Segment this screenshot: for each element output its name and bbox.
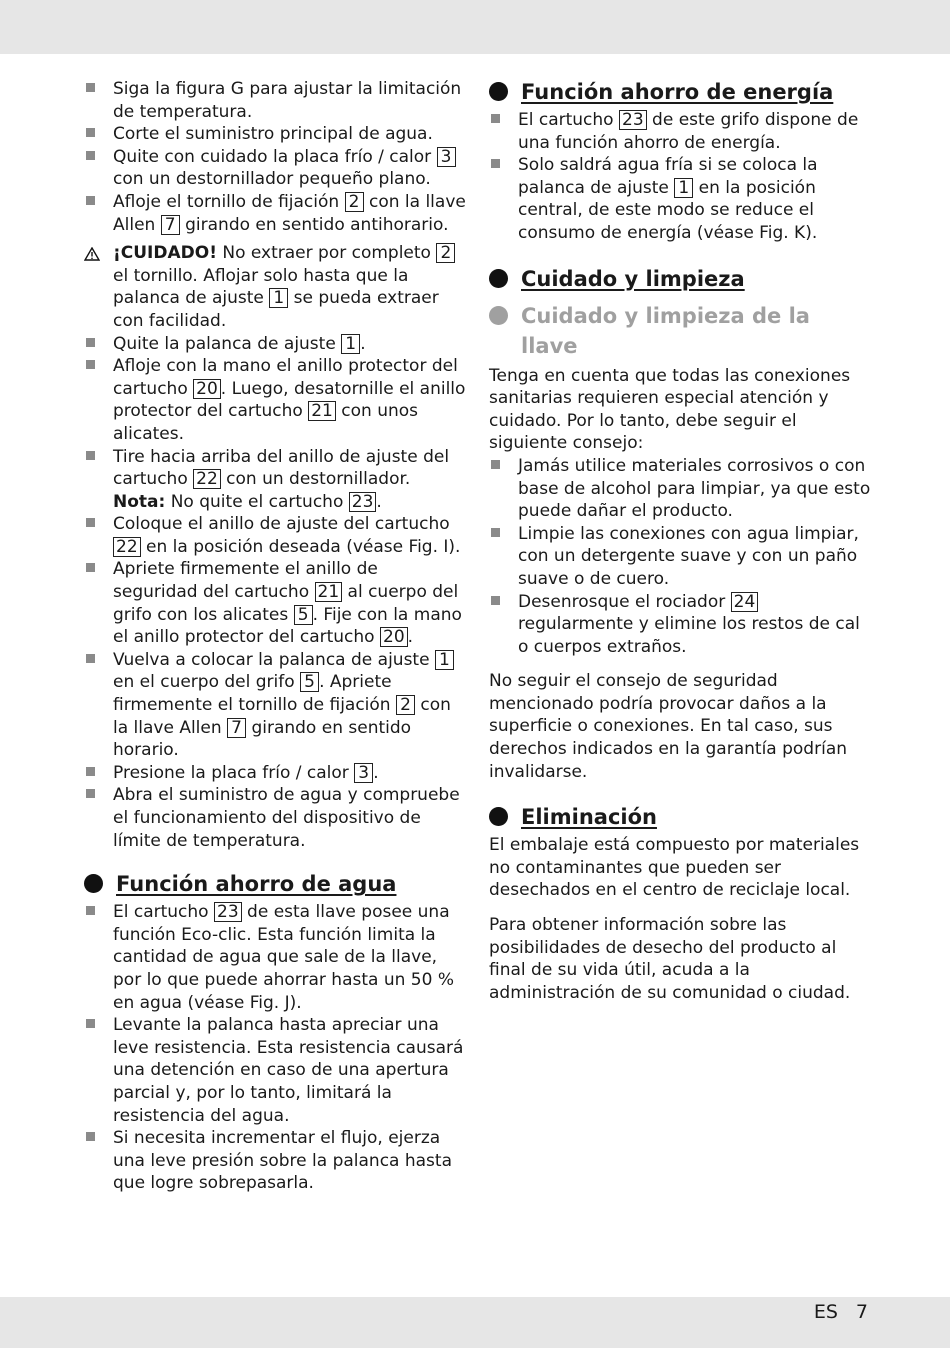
text-run: Quite la palanca de ajuste bbox=[113, 333, 342, 354]
warning-list bbox=[84, 242, 466, 332]
text-run: en la posición central, de este modo se reduce el consumo de energía (véase Fig. K). bbox=[518, 177, 818, 243]
square-bullet-icon bbox=[491, 159, 500, 168]
square-bullet-icon bbox=[491, 528, 500, 537]
list-item-text bbox=[113, 785, 460, 850]
part-reference-number: 24 bbox=[731, 592, 759, 612]
eliminacion-paragraph-1: El embalaje está compuesto por materiales no contaminantes que pueden ser desechados en el centro de reciclaje local. bbox=[489, 835, 860, 901]
text-run: . bbox=[376, 491, 382, 512]
text-run: de esta llave posee una función Eco-clic. Esta función limita la cantidad de agua que sale de la llave, por lo que puede ahorrar hasta un 50 % en agua (véase Fig. J). bbox=[113, 902, 454, 1013]
square-bullet-icon bbox=[86, 360, 95, 369]
part-reference-number: 1 bbox=[674, 178, 693, 198]
list-item bbox=[489, 109, 873, 154]
list-item bbox=[489, 591, 873, 659]
part-reference-number: 22 bbox=[113, 537, 141, 557]
part-reference-number: 3 bbox=[437, 147, 456, 167]
text-run: . Apriete firmemente el tornillo de fijación bbox=[113, 672, 396, 716]
list-item bbox=[84, 446, 466, 514]
list-item-text bbox=[113, 447, 449, 512]
text-run: Corte el suministro principal de agua. bbox=[113, 124, 433, 145]
part-reference-number: 23 bbox=[349, 492, 377, 512]
bullet-dot-icon bbox=[489, 82, 508, 101]
warning-item bbox=[84, 242, 466, 332]
part-reference-number: 1 bbox=[269, 288, 288, 308]
ahorro-energia-list bbox=[489, 109, 873, 245]
text-run: Limpie las conexiones con agua limpiar, con un detergente suave y con un paño suave o de cuero. bbox=[518, 523, 859, 589]
text-run: al cuerpo del grifo con los alicates bbox=[113, 582, 459, 625]
list-item-text bbox=[113, 192, 466, 235]
text-run: Si necesita incrementar el flujo, ejerza una leve presión sobre la palanca hasta que logre sobrepasarla. bbox=[113, 1128, 452, 1194]
list-item bbox=[489, 523, 873, 591]
part-reference-number: 22 bbox=[193, 469, 221, 489]
part-reference-number: 20 bbox=[380, 627, 408, 647]
part-reference-number: 3 bbox=[354, 763, 373, 783]
square-bullet-icon bbox=[86, 196, 95, 205]
page-footer bbox=[814, 1300, 868, 1324]
square-bullet-icon bbox=[86, 1132, 95, 1141]
part-reference-number: 7 bbox=[227, 718, 246, 738]
text-run: . bbox=[360, 333, 366, 354]
part-reference-number: 5 bbox=[294, 605, 313, 625]
eliminacion-paragraph-2: Para obtener información sobre las posibilidades de desecho del producto al final de su vida útil, acuda a la administración de su comunidad o ciudad. bbox=[489, 915, 851, 1003]
square-bullet-icon bbox=[491, 114, 500, 123]
list-item-text bbox=[113, 79, 461, 122]
list-item bbox=[84, 649, 466, 762]
text-run: No quite el cartucho bbox=[165, 491, 349, 512]
list-item-text bbox=[113, 147, 456, 190]
bold-label: Nota: bbox=[113, 491, 166, 512]
text-run: . bbox=[407, 627, 414, 648]
text-run: . Fije con la mano el anillo protector del cartucho bbox=[113, 604, 462, 648]
part-reference-number: 2 bbox=[436, 243, 455, 263]
list-item-text bbox=[518, 524, 859, 589]
part-reference-number: 7 bbox=[161, 215, 180, 235]
list-item-text bbox=[518, 456, 870, 521]
list-item-text bbox=[113, 650, 454, 760]
square-bullet-icon bbox=[86, 906, 95, 915]
ahorro-agua-list bbox=[84, 901, 466, 1195]
page-number: 7 bbox=[855, 1301, 868, 1323]
text-run: se pueda extraer con facilidad. bbox=[113, 288, 439, 331]
text-run: con unos alicates. bbox=[113, 401, 419, 444]
part-reference-number: 1 bbox=[341, 334, 360, 354]
list-item bbox=[84, 901, 466, 1014]
text-run: en el cuerpo del grifo bbox=[113, 672, 301, 693]
text-run: Levante la palanca hasta apreciar una leve resistencia. Esta resistencia causará una detención en caso de una apertura parcial y, por lo tanto, limitará la resistencia del agua. bbox=[113, 1015, 464, 1126]
text-run: Tire hacia arriba del anillo de ajuste del cartucho bbox=[113, 446, 450, 490]
bullet-dot-icon bbox=[84, 874, 103, 893]
section-heading-eliminacion: Eliminación bbox=[489, 803, 873, 831]
text-run: Afloje el tornillo de fijación bbox=[113, 191, 345, 212]
square-bullet-icon bbox=[86, 1019, 95, 1028]
warning-text bbox=[113, 243, 455, 331]
text-run: girando en sentido horario. bbox=[113, 717, 412, 761]
part-reference-number: 5 bbox=[300, 672, 319, 692]
cuidado-note: No seguir el consejo de seguridad mencionado podría provocar daños a la superficie o conexiones. En tal caso, sus derechos indicados en la garantía podrían invalidarse. bbox=[489, 671, 848, 782]
section-heading-ahorro-agua: Función ahorro de agua bbox=[84, 870, 466, 898]
part-reference-number: 20 bbox=[193, 379, 221, 399]
section-heading-cuidado: Cuidado y limpieza bbox=[489, 265, 873, 293]
part-reference-number: 23 bbox=[214, 902, 242, 922]
square-bullet-icon bbox=[86, 151, 95, 160]
square-bullet-icon bbox=[86, 451, 95, 460]
text-run: Apriete firmemente el anillo de seguridad del cartucho bbox=[113, 559, 378, 603]
part-reference-number: 2 bbox=[396, 695, 415, 715]
subheading-cuidado-llave: Cuidado y limpieza de la llave bbox=[489, 301, 873, 361]
bold-label: ¡CUIDADO! bbox=[113, 243, 217, 264]
bullet-dot-icon bbox=[489, 306, 508, 325]
cuidado-list bbox=[489, 455, 873, 658]
cuidado-intro: Tenga en cuenta que todas las conexiones sanitarias requieren especial atención y cuidado. Por lo tanto, debe seguir el siguiente consejo: bbox=[489, 365, 851, 454]
list-item-text bbox=[113, 356, 465, 444]
step-list bbox=[84, 78, 466, 236]
list-item bbox=[489, 455, 873, 523]
text-run: Vuelva a colocar la palanca de ajuste bbox=[113, 649, 435, 670]
text-run: con la llave Allen bbox=[113, 695, 451, 738]
square-bullet-icon bbox=[86, 767, 95, 776]
text-run: El cartucho bbox=[518, 110, 619, 130]
text-run: Jamás utilice materiales corrosivos o con base de alcohol para limpiar, ya que esto puede dañar el producto. bbox=[518, 455, 871, 522]
section-heading-ahorro-energia: Función ahorro de energía bbox=[489, 78, 873, 106]
list-item-text bbox=[113, 1015, 463, 1125]
list-item-text bbox=[113, 763, 379, 783]
warning-triangle-icon bbox=[84, 245, 100, 259]
text-run: Solo saldrá agua fría si se coloca la palanca de ajuste bbox=[518, 155, 818, 198]
step-list-continued bbox=[84, 333, 466, 853]
text-run: No extraer por completo bbox=[216, 243, 437, 264]
text-run: . bbox=[373, 762, 379, 783]
list-item-text bbox=[113, 514, 460, 557]
text-run: El cartucho bbox=[113, 902, 214, 923]
list-item bbox=[84, 784, 466, 852]
text-run: Desenrosque el rociador bbox=[518, 591, 731, 612]
list-item bbox=[84, 123, 466, 146]
square-bullet-icon bbox=[86, 338, 95, 347]
square-bullet-icon bbox=[491, 596, 500, 605]
text-run: Afloje con la mano el anillo protector del cartucho bbox=[113, 356, 458, 399]
list-item bbox=[84, 558, 466, 648]
text-run: . Luego, desatornille el anillo protector del cartucho bbox=[113, 378, 466, 422]
text-run: con un destornillador. bbox=[220, 469, 411, 490]
bullet-dot-icon bbox=[489, 269, 508, 288]
language-code: ES bbox=[813, 1301, 838, 1323]
text-run: girando en sentido antihorario. bbox=[179, 214, 449, 235]
list-item bbox=[489, 154, 873, 244]
square-bullet-icon bbox=[86, 518, 95, 527]
text-run: Quite con cuidado la placa frío / calor bbox=[113, 146, 437, 167]
list-item-text bbox=[518, 592, 860, 657]
right-column bbox=[489, 78, 873, 1004]
list-item-text bbox=[518, 155, 818, 243]
list-item-text bbox=[113, 124, 433, 144]
list-item-text bbox=[518, 110, 858, 153]
list-item bbox=[84, 191, 466, 236]
part-reference-number: 21 bbox=[308, 401, 336, 421]
list-item-text bbox=[113, 559, 462, 647]
part-reference-number: 2 bbox=[345, 192, 364, 212]
part-reference-number: 23 bbox=[619, 110, 647, 130]
left-column bbox=[84, 78, 466, 1195]
list-item bbox=[84, 513, 466, 558]
square-bullet-icon bbox=[86, 789, 95, 798]
part-reference-number: 21 bbox=[315, 582, 343, 602]
list-item bbox=[84, 333, 466, 356]
text-run: con la llave Allen bbox=[113, 191, 466, 235]
square-bullet-icon bbox=[86, 128, 95, 137]
square-bullet-icon bbox=[86, 563, 95, 572]
header-band bbox=[0, 0, 950, 54]
list-item bbox=[84, 78, 466, 123]
list-item bbox=[84, 1127, 466, 1195]
square-bullet-icon bbox=[86, 83, 95, 92]
bullet-dot-icon bbox=[489, 807, 508, 826]
square-bullet-icon bbox=[491, 460, 500, 469]
text-run: Coloque el anillo de ajuste del cartucho bbox=[113, 514, 450, 535]
text-run: Siga la figura G para ajustar la limitación de temperatura. bbox=[113, 79, 462, 122]
footer-band bbox=[0, 1297, 950, 1348]
list-item bbox=[84, 1014, 466, 1127]
text-run: regularmente y elimine los restos de cal o cuerpos extraños. bbox=[518, 614, 860, 657]
list-item-text bbox=[113, 334, 366, 354]
square-bullet-icon bbox=[86, 654, 95, 663]
list-item bbox=[84, 762, 466, 785]
list-item bbox=[84, 355, 466, 445]
list-item-text bbox=[113, 902, 454, 1012]
list-item bbox=[84, 146, 466, 191]
text-run: de este grifo dispone de una función ahorro de energía. bbox=[518, 110, 859, 153]
text-run: Abra el suministro de agua y compruebe el funcionamiento del dispositivo de límite de temperatura. bbox=[113, 785, 460, 851]
text-run: con un destornillador pequeño plano. bbox=[113, 169, 431, 190]
text-run: en la posición deseada (véase Fig. I). bbox=[140, 536, 461, 557]
text-run: el tornillo. Aflojar solo hasta que la palanca de ajuste bbox=[113, 265, 409, 309]
list-item-text bbox=[113, 1128, 452, 1193]
text-run: Presione la placa frío / calor bbox=[113, 762, 355, 783]
part-reference-number: 1 bbox=[435, 650, 454, 670]
